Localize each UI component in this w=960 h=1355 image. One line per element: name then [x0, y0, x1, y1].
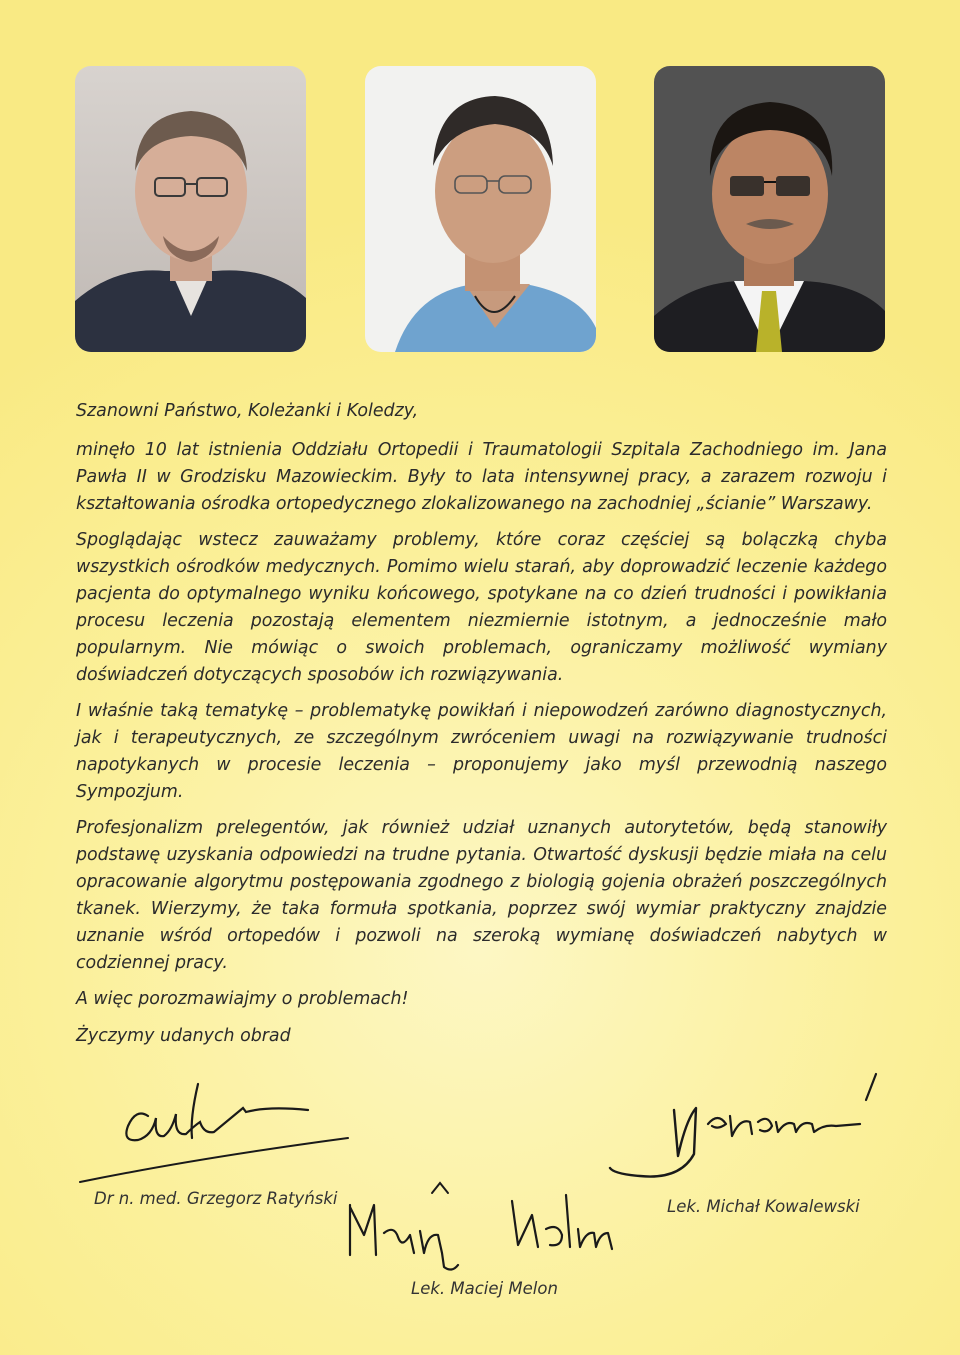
paragraph-2: Spoglądając wstecz zauważamy problemy, które coraz częściej są bolączką chyba wszystkich ośrodków medycznych. Pomimo wielu starań, aby doprowadzić leczenie każdego pacjenta do optymalnego wyniku końcowego, spotykane na co dzień trudności i powikłania procesu leczenia pozostają elementem niezmiernie istotnym, a jednocześnie mało popularnym. Nie mówiąc o swoich problemach, ograniczamy możliwość wymiany doświadczeń dotyczących sposobów ich rozwiązywania. [76, 530, 887, 685]
paragraph-4: Profesjonalizm prelegentów, jak również udział uznanych autorytetów, będą stanowiły podstawę uzyskania odpowiedzi na trudne pytania. Otwartość dyskusji będzie miała na celu opracowanie algorytmu postępowania zgodnego z biologią gojenia obrażeń poszczególnych tkanek. Wierzymy, że taka formuła spotkania, poprzez swój wymiar praktyczny znajdzie uznanie wśród ortopedów i pozwoli na szeroką wymianę doświadczeń nabytych w codziennej pracy. [76, 818, 887, 973]
signature-ratynski-image [78, 1078, 358, 1198]
portrait-maciej-melon [365, 66, 596, 352]
portrait-grzegorz-ratynski [75, 66, 306, 352]
portrait-photo-2 [365, 66, 596, 352]
paragraph-3: I właśnie taką tematykę – problematykę powikłań i niepowodzeń zarówno diagnostycznych, jak i terapeutycznych, ze szczególnym zwróceniem uwagi na rozwiązywanie trudności napotykanych w procesie leczenia – proponujemy jako myśl przewodnią naszego Sympozjum. [76, 701, 887, 802]
closing-line-2: Życzymy udanych obrad [76, 1026, 291, 1046]
signature-name-right: Lek. Michał Kowalewski [667, 1197, 860, 1216]
signature-name-center: Lek. Maciej Melon [411, 1279, 558, 1298]
signature-left [78, 1078, 358, 1198]
closing-line-1: A więc porozmawiajmy o problemach! [76, 989, 409, 1009]
signature-kowalewski-image [600, 1070, 895, 1190]
portrait-row [75, 66, 887, 352]
paragraph-1: minęło 10 lat istnienia Oddziału Ortopedii i Traumatologii Szpitala Zachodniego im. Jana Pawła II w Grodzisku Mazowieckim. Były to lata intensywnej pracy, a zarazem rozwoju i kształtowania ośrodka ortopedycznego zlokalizowanego na zachodniej „ścianie” Warszawy. [76, 440, 887, 514]
letter-body [76, 398, 887, 1060]
signature-right [600, 1070, 895, 1190]
portrait-photo-1 [75, 66, 306, 352]
signature-melon-image [340, 1175, 630, 1275]
portrait-photo-3 [654, 66, 885, 352]
signature-name-left: Dr n. med. Grzegorz Ratyński [94, 1189, 338, 1208]
salutation: Szanowni Państwo, Koleżanki i Koledzy, [76, 401, 419, 421]
signature-center [340, 1175, 630, 1275]
portrait-michal-kowalewski [654, 66, 885, 352]
